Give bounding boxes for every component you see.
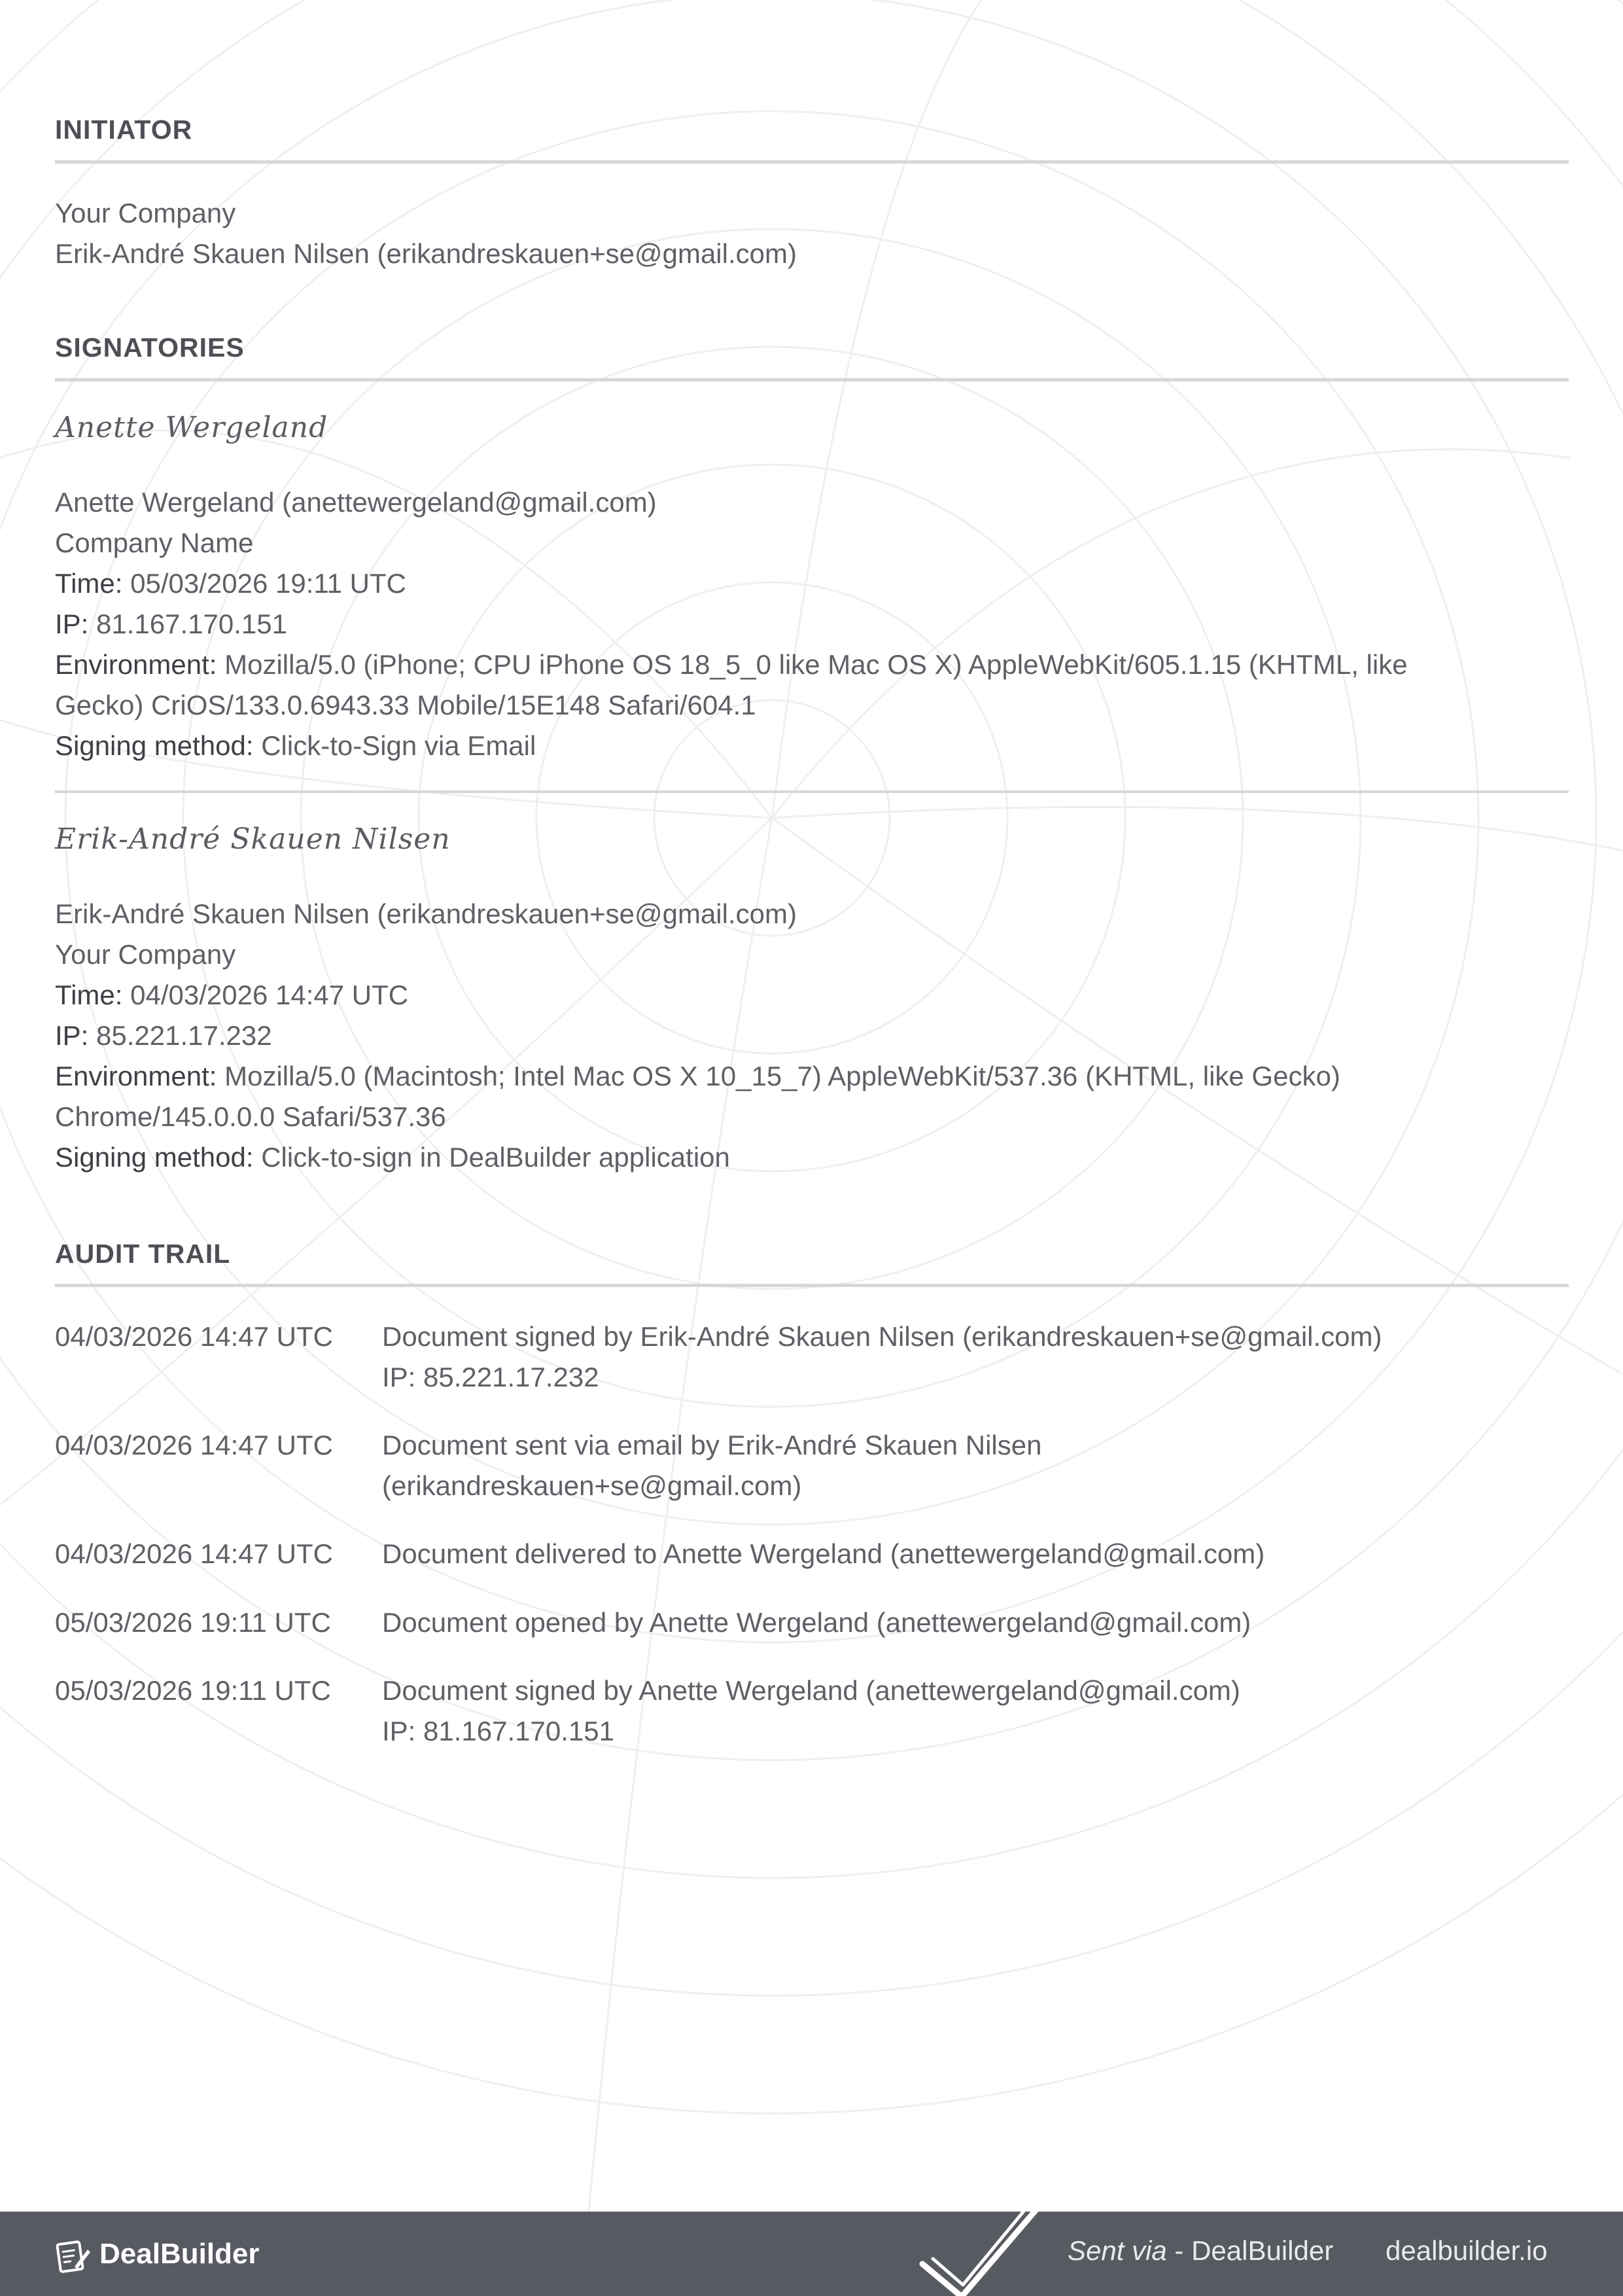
footer-brand: DealBuilder xyxy=(99,2238,260,2270)
sent-via-separator: - xyxy=(1166,2235,1192,2266)
signing-method-label: Signing method: xyxy=(55,730,254,761)
signatory-environment xyxy=(55,645,1408,685)
audit-text-line: IP: 85.221.17.232 xyxy=(382,1362,599,1392)
signature-image: Erik-André Skauen Nilsen xyxy=(55,822,451,856)
audit-date: 04/03/2026 14:47 UTC xyxy=(55,1321,333,1352)
footer-bar xyxy=(0,2212,1623,2296)
signatory-person: Anette Wergeland (anettewergeland@gmail.com) xyxy=(55,487,657,518)
sent-via-label: Sent via xyxy=(1068,2235,1167,2266)
signatories-divider xyxy=(55,378,1569,381)
initiator-company: Your Company xyxy=(55,198,236,228)
time-label: Time: xyxy=(55,568,123,599)
audit-text-line: Document signed by Erik-André Skauen Nilsen (erikandreskauen+se@gmail.com) xyxy=(382,1321,1382,1352)
footer-sent-via xyxy=(1068,2235,1333,2267)
signatory-environment-cont: Gecko) CriOS/133.0.6943.33 Mobile/15E148 Safari/604.1 xyxy=(55,690,756,720)
audit-date: 04/03/2026 14:47 UTC xyxy=(55,1538,333,1569)
signatory-environment-cont: Chrome/145.0.0.0 Safari/537.36 xyxy=(55,1101,446,1132)
signatory-person: Erik-André Skauen Nilsen (erikandreskauen+se@gmail.com) xyxy=(55,898,797,929)
audit-description xyxy=(382,1534,1569,1574)
time-value: 05/03/2026 19:11 UTC xyxy=(130,568,406,599)
audit-description xyxy=(382,1425,1569,1506)
signatory-time xyxy=(55,563,406,604)
audit-text-line: IP: 81.167.170.151 xyxy=(382,1716,614,1746)
signatory-signing-method xyxy=(55,726,536,766)
audit-date: 05/03/2026 19:11 UTC xyxy=(55,1675,331,1706)
signatory-company: Company Name xyxy=(55,527,254,558)
signatory-company: Your Company xyxy=(55,939,236,970)
audit-description xyxy=(382,1316,1569,1398)
signatory-divider xyxy=(55,790,1569,793)
initiator-heading: INITIATOR xyxy=(55,115,193,145)
signatory-ip xyxy=(55,604,287,645)
time-label: Time: xyxy=(55,980,123,1010)
audit-text-line: Document delivered to Anette Wergeland (anettewergeland@gmail.com) xyxy=(382,1538,1265,1569)
audit-date: 04/03/2026 14:47 UTC xyxy=(55,1430,333,1460)
checkmark-icon xyxy=(909,2212,1066,2296)
audit-trail-divider xyxy=(55,1284,1569,1287)
initiator-person: Erik-André Skauen Nilsen (erikandreskauen+se@gmail.com) xyxy=(55,238,797,269)
environment-label: Environment: xyxy=(55,1061,217,1091)
audit-text-line: (erikandreskauen+se@gmail.com) xyxy=(382,1470,802,1501)
document-sign-icon xyxy=(55,2236,92,2273)
audit-text-line: Document opened by Anette Wergeland (anettewergeland@gmail.com) xyxy=(382,1607,1251,1638)
audit-text-line: Document sent via email by Erik-André Skauen Nilsen xyxy=(382,1430,1042,1460)
audit-description xyxy=(382,1602,1569,1643)
signatories-heading: SIGNATORIES xyxy=(55,332,245,362)
signatory-ip xyxy=(55,1016,272,1056)
environment-value: Mozilla/5.0 (Macintosh; Intel Mac OS X 10_15_7) AppleWebKit/537.36 (KHTML, like Gecko) xyxy=(224,1061,1340,1091)
sent-via-name: DealBuilder xyxy=(1191,2235,1334,2266)
audit-date: 05/03/2026 19:11 UTC xyxy=(55,1607,331,1638)
signatory-signing-method xyxy=(55,1137,730,1178)
environment-label: Environment: xyxy=(55,649,217,680)
signatory-environment xyxy=(55,1056,1340,1097)
ip-value: 85.221.17.232 xyxy=(96,1020,272,1051)
audit-text-line: Document signed by Anette Wergeland (anettewergeland@gmail.com) xyxy=(382,1675,1240,1706)
audit-trail-heading: AUDIT TRAIL xyxy=(55,1239,231,1269)
signing-method-value: Click-to-sign in DealBuilder application xyxy=(261,1142,730,1173)
signing-method-label: Signing method: xyxy=(55,1142,254,1173)
audit-description xyxy=(382,1670,1569,1752)
ip-value: 81.167.170.151 xyxy=(96,609,287,639)
footer-website-link[interactable]: dealbuilder.io xyxy=(1386,2235,1548,2266)
environment-value: Mozilla/5.0 (iPhone; CPU iPhone OS 18_5_0 like Mac OS X) AppleWebKit/605.1.15 (KHTML, like xyxy=(224,649,1408,680)
time-value: 04/03/2026 14:47 UTC xyxy=(130,980,409,1010)
signature-image: Anette Wergeland xyxy=(55,411,328,444)
ip-label: IP: xyxy=(55,1020,89,1051)
signing-method-value: Click-to-Sign via Email xyxy=(261,730,536,761)
ip-label: IP: xyxy=(55,609,89,639)
signatory-time xyxy=(55,975,408,1016)
initiator-divider xyxy=(55,160,1569,164)
